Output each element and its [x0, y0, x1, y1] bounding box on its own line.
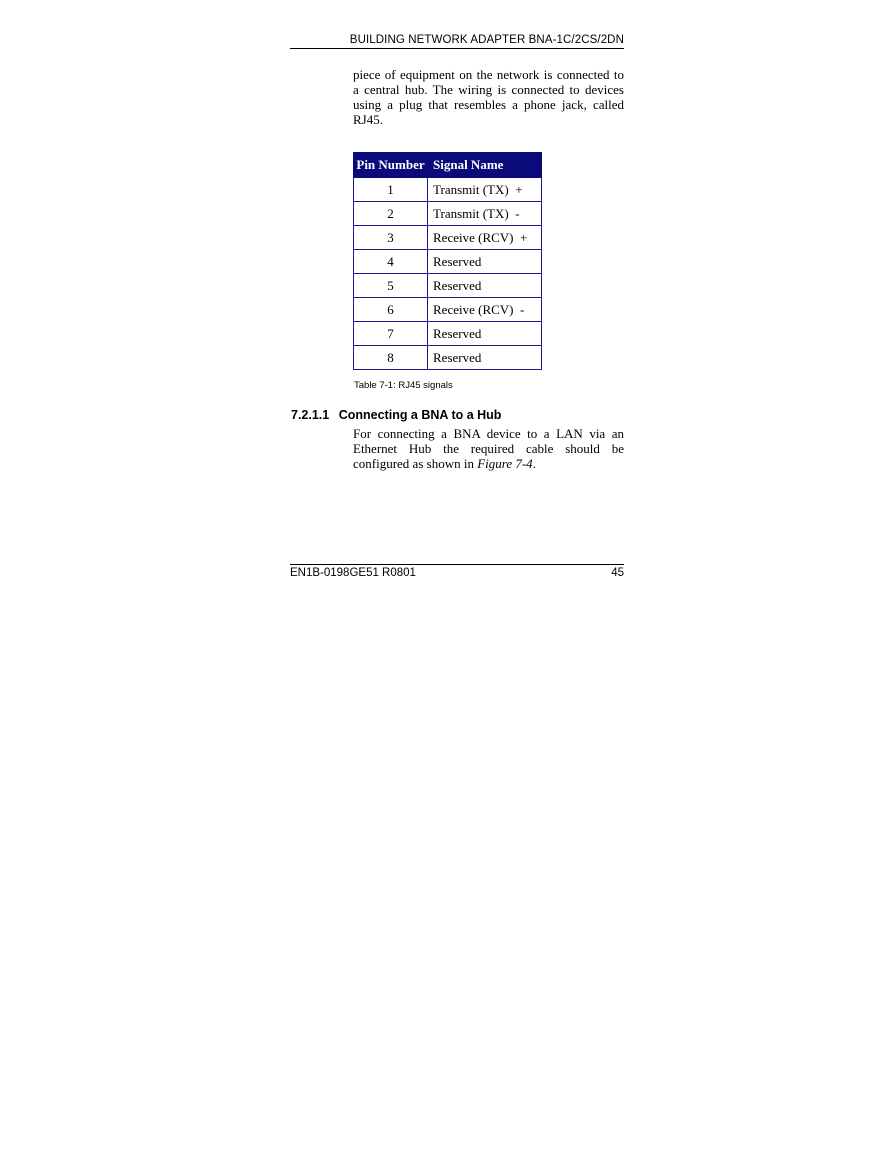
page-number: 45: [611, 567, 624, 579]
section-title: Connecting a BNA to a Hub: [338, 408, 502, 422]
signal-cell: Receive (RCV) +: [428, 226, 542, 250]
pin-cell: 1: [354, 178, 428, 202]
table-row: [354, 322, 542, 346]
figure-reference: Figure 7-4: [477, 456, 533, 471]
table-caption: Table 7-1: RJ45 signals: [354, 380, 453, 391]
table-row: [354, 226, 542, 250]
pin-cell: 8: [354, 346, 428, 370]
section-text-end: .: [532, 456, 536, 471]
pin-cell: 2: [354, 202, 428, 226]
running-header: BUILDING NETWORK ADAPTER BNA-1C/2CS/2DN: [349, 34, 624, 46]
table-row: [354, 202, 542, 226]
section-heading: [291, 408, 501, 422]
signal-cell: Reserved: [428, 250, 542, 274]
pin-cell: 6: [354, 298, 428, 322]
header-pin-number: Pin Number: [354, 153, 428, 178]
section-text: For connecting a BNA device to a LAN via an Ethernet Hub the required cable should be configured as shown in: [353, 426, 624, 471]
section-paragraph: [353, 426, 624, 471]
signal-cell: Reserved: [428, 346, 542, 370]
signal-cell: Receive (RCV) -: [428, 298, 542, 322]
table-row: [354, 178, 542, 202]
table-header-row: [354, 153, 542, 178]
pin-cell: 4: [354, 250, 428, 274]
intro-paragraph: piece of equipment on the network is connected to a central hub. The wiring is connected to devices using a plug that resembles a phone jack, called RJ45.: [353, 67, 624, 127]
signal-cell: Reserved: [428, 274, 542, 298]
header-rule: [290, 48, 624, 49]
document-id: EN1B-0198GE51 R0801: [290, 567, 416, 579]
table-row: [354, 274, 542, 298]
signal-cell: Transmit (TX) -: [428, 202, 542, 226]
pin-cell: 5: [354, 274, 428, 298]
table-row: [354, 346, 542, 370]
pin-cell: 7: [354, 322, 428, 346]
footer-rule: [290, 564, 624, 565]
signal-cell: Transmit (TX) +: [428, 178, 542, 202]
signal-cell: Reserved: [428, 322, 542, 346]
table-row: [354, 250, 542, 274]
header-signal-name: Signal Name: [428, 153, 542, 178]
pin-cell: 3: [354, 226, 428, 250]
section-number: 7.2.1.1: [291, 408, 330, 422]
table-row: [354, 298, 542, 322]
rj45-signals-table: [353, 152, 542, 370]
